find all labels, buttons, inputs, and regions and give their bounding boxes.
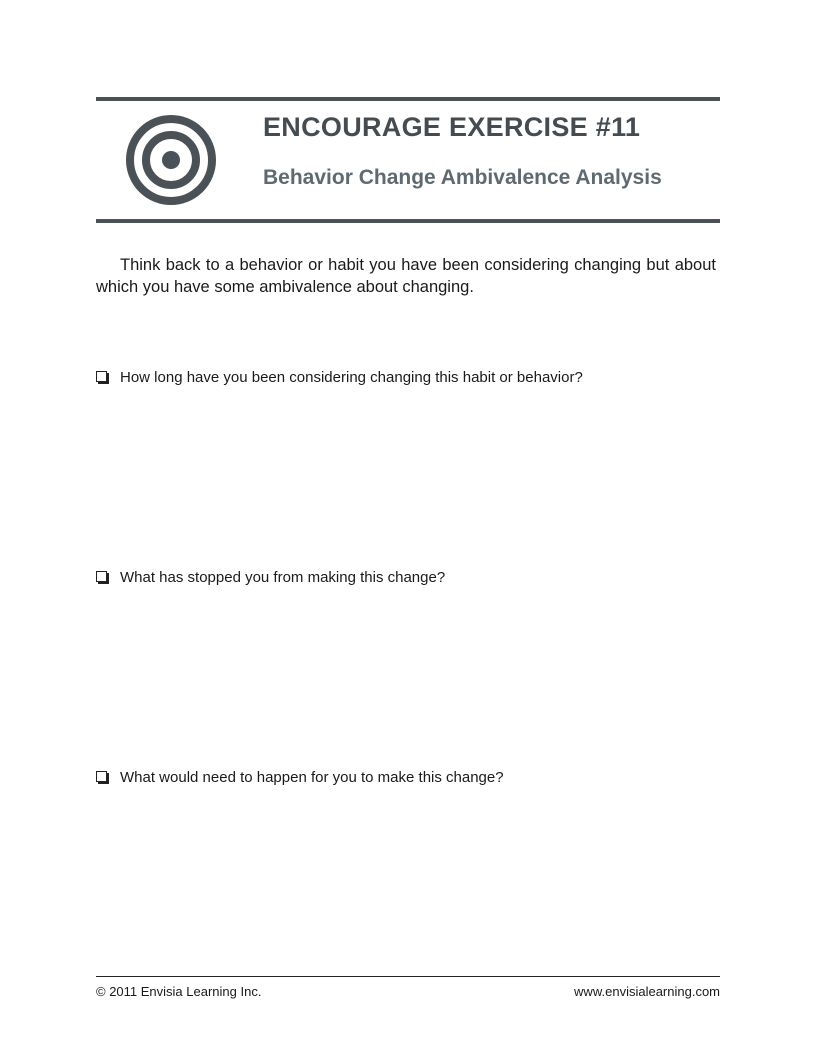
checkbox-icon[interactable] xyxy=(96,571,107,582)
intro-paragraph: Think back to a behavior or habit you have been considering changing but about which you have some ambivalence about changing. xyxy=(96,256,716,296)
question-text: What would need to happen for you to make this change? xyxy=(120,769,504,786)
header-bottom-rule xyxy=(96,219,720,223)
checkbox-icon[interactable] xyxy=(96,771,107,782)
checkbox-icon[interactable] xyxy=(96,371,107,382)
question-text: What has stopped you from making this change? xyxy=(120,569,446,586)
footer-website-link[interactable]: www.envisialearning.com xyxy=(574,984,720,999)
exercise-title: ENCOURAGE EXERCISE #11 xyxy=(263,112,641,142)
exercise-subtitle: Behavior Change Ambivalence Analysis xyxy=(263,166,662,189)
footer-rule xyxy=(96,976,720,977)
header-top-rule xyxy=(96,97,720,101)
question-text: How long have you been considering changing this habit or behavior? xyxy=(120,369,583,386)
question-item xyxy=(96,567,716,589)
target-icon xyxy=(125,114,217,206)
footer-copyright: © 2011 Envisia Learning Inc. xyxy=(96,984,262,999)
question-item xyxy=(96,767,716,789)
question-item xyxy=(96,367,716,389)
